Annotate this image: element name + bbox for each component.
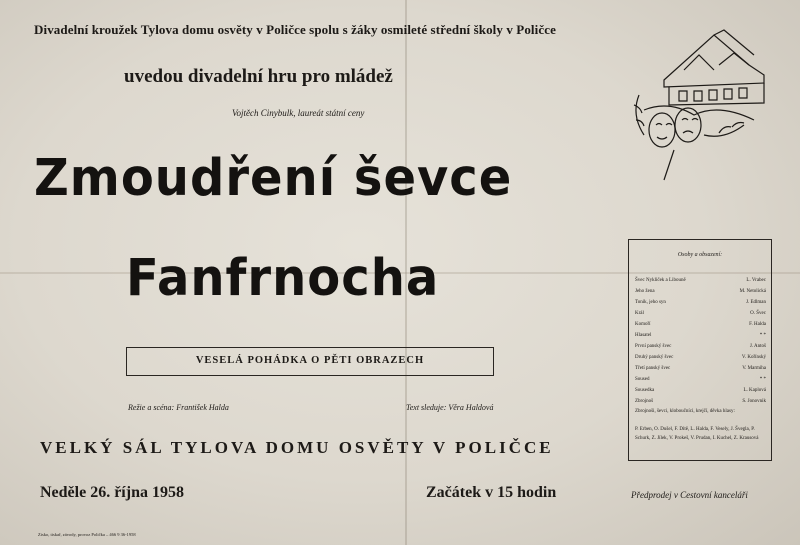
cast-actor: S. Jonovnik: [742, 399, 766, 404]
author: Vojtěch Cinybulk, laureát státní ceny: [232, 108, 365, 118]
cast-actor: * *: [759, 333, 766, 338]
cast-role: Král: [635, 311, 644, 316]
genre-box: [126, 347, 494, 376]
cast-role: Jeho žena: [635, 289, 655, 294]
direction-credit: Režie a scéna: František Halda: [128, 403, 229, 412]
presale-note: Předprodej v Cestovní kanceláři: [631, 490, 748, 500]
cast-actor: M. Netolická: [739, 289, 766, 294]
start-time: Začátek v 15 hodin: [426, 484, 557, 501]
building-masks-illustration-icon: [624, 25, 770, 185]
cast-role: Komoří: [635, 322, 651, 327]
text-credit: Text sleduje: Věra Haldová: [406, 403, 494, 412]
cast-actor: L. Vrabec: [746, 278, 766, 283]
cast-row: [635, 377, 766, 382]
venue: VELKÝ SÁL TYLOVA DOMU OSVĚTY V POLIČCE: [40, 438, 554, 457]
cast-actor: V. Kořínský: [741, 355, 766, 360]
cast-ensemble-names: P. Erben, O. Dušel, F. Dítě, L. Halda, F. Vesely, J. Švegla, P. Schurk, Z. Jílek, V. Prokeš, V. Prudan, I. Kuchel, Z. Krausová: [635, 427, 759, 441]
cast-list-box: [628, 239, 772, 461]
cast-role: Tonik, jeho syn: [635, 300, 666, 305]
cast-row: [635, 366, 766, 371]
cast-role: Švec Nykliček a Libouně: [635, 278, 686, 283]
printer-imprint: Zisko, tiskař, závody, provoz Polička – 466 9 36-1958: [38, 532, 136, 537]
cast-row: [635, 278, 766, 283]
cast-row: [635, 333, 766, 338]
cast-title: Osoby a obsazení:: [677, 252, 723, 258]
cast-actor: F. Halda: [749, 322, 766, 327]
play-title-line-1: Zmoudření ševce: [34, 148, 513, 208]
cast-row: [635, 300, 766, 305]
cast-row: [635, 322, 766, 327]
cast-row: [635, 355, 766, 360]
organizers-line: Divadelní kroužek Tylova domu osvěty v Poličce spolu s žáky osmileté střední školy v Poličce: [34, 22, 556, 37]
cast-role: Třetí panský švec: [635, 366, 671, 371]
genre-label: VESELÁ POHÁDKA O PĚTI OBRAZECH: [195, 355, 425, 366]
play-title-line-2: Fanfrnocha: [126, 248, 440, 308]
cast-ensemble-note: Zbrojnoši, ševci, kloboučníci, krejčí, děvka hlasy:: [635, 409, 735, 414]
cast-role: Sousedka: [635, 388, 655, 393]
cast-role: Zbrojnoš: [635, 399, 654, 404]
subtitle: uvedou divadelní hru pro mládež: [124, 66, 393, 87]
cast-row: [635, 388, 766, 393]
cast-actor: J. Edlman: [746, 300, 766, 305]
cast-actor: * *: [759, 377, 766, 382]
cast-actor: V. Marmiha: [742, 366, 766, 371]
cast-row: [635, 344, 766, 349]
cast-row: [635, 311, 766, 316]
performance-date: Neděle 26. října 1958: [40, 484, 184, 501]
cast-row: [635, 289, 766, 294]
cast-actor: J. Antoš: [749, 344, 766, 349]
cast-actor: L. Kaplová: [743, 388, 766, 393]
cast-role: Hlasatel: [635, 333, 652, 338]
cast-role: První panský švec: [635, 344, 672, 349]
cast-row: [635, 399, 766, 404]
cast-role: Soused: [635, 377, 650, 382]
cast-role: Druhý panský švec: [635, 355, 674, 360]
cast-actor: O. Švec: [750, 311, 766, 316]
